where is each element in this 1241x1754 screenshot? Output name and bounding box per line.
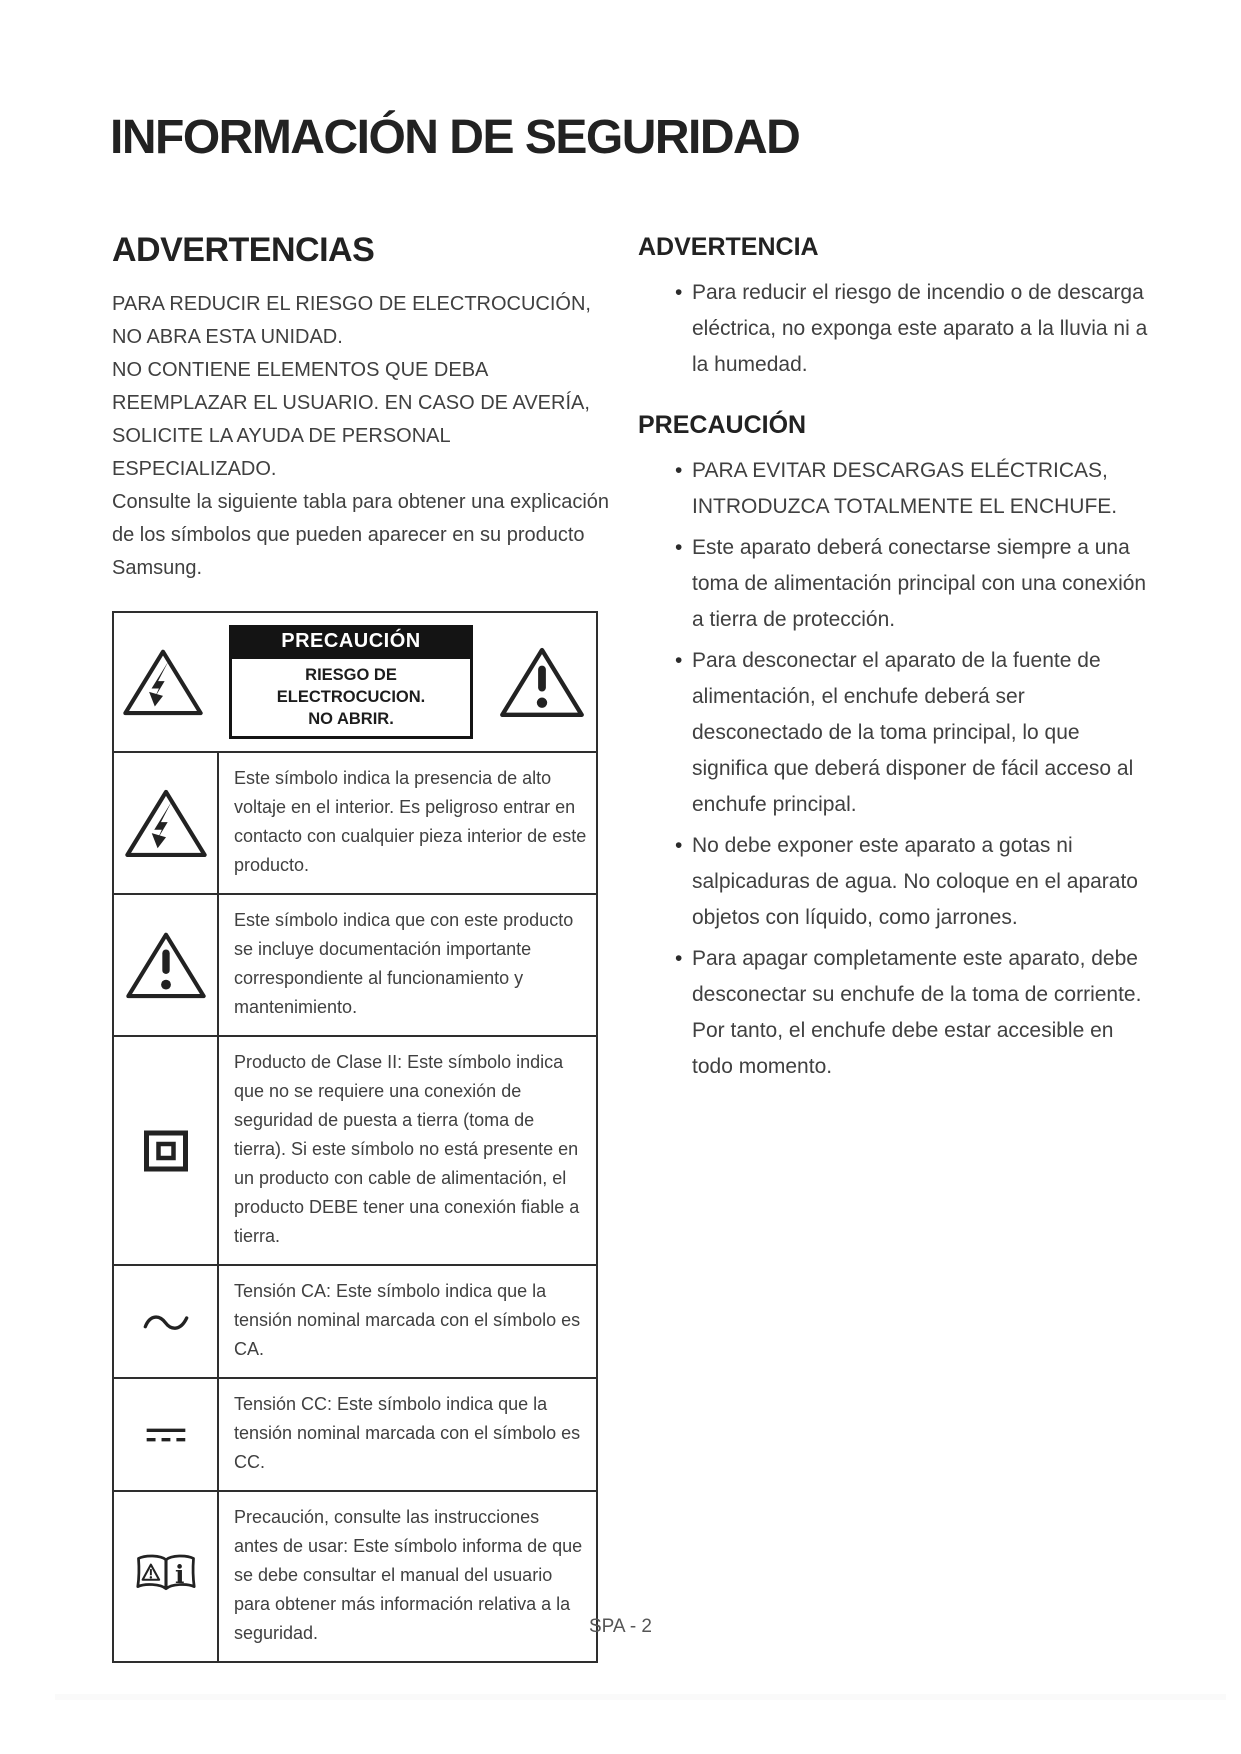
bullet-item: • No debe exponer este aparato a gotas ni salpicaduras de agua. No coloque en el aparato objetos con líquido, como jarrones. (675, 828, 1148, 936)
symbol-icon-cell (114, 753, 219, 893)
caution-box-subtitle-line: NO ABRIR. (308, 710, 394, 728)
symbol-row (114, 893, 596, 1035)
exclamation-triangle-icon (125, 929, 207, 1001)
exclamation-triangle-icon (498, 644, 586, 720)
symbol-row (114, 1035, 596, 1264)
high-voltage-triangle-icon (122, 646, 204, 718)
symbol-icon-cell (114, 1266, 219, 1377)
svg-text:i: i (174, 1559, 184, 1589)
bullet-item: • PARA EVITAR DESCARGAS ELÉCTRICAS, INTRODUZCA TOTALMENTE EL ENCHUFE. (675, 453, 1148, 525)
symbol-row (114, 1264, 596, 1377)
symbol-table (112, 611, 598, 1663)
caution-box-title: PRECAUCIÓN (229, 625, 473, 659)
symbol-icon-cell (114, 895, 219, 1035)
warning-paragraph: NO CONTIENE ELEMENTOS QUE DEBA REEMPLAZAR EL USUARIO. EN CASO DE AVERÍA, SOLICITE LA AYUDA DE PERSONAL ESPECIALIZADO. (112, 359, 590, 480)
symbol-text: Producto de Clase II: Este símbolo indica que no se requiere una conexión de seguridad de puesta a tierra (toma de tierra). Si este símbolo no está presente en un producto con cable de alimentación, el producto DEBE tener una conexión fiable a tierra. (234, 1052, 580, 1246)
scan-edge-artifact (55, 1694, 1226, 1700)
precaucion-bullet-list (638, 453, 1148, 1085)
symbol-text: Este símbolo indica que con este producto se incluye documentación importante correspondiente al funcionamiento y mantenimiento. (234, 910, 574, 1017)
bullet-item: • Para desconectar el aparato de la fuente de alimentación, el enchufe deberá ser desconectado de la toma principal, lo que significa que deberá disponer de fácil acceso al enchufe principal. (675, 643, 1148, 823)
dc-voltage-icon (142, 1424, 190, 1446)
symbol-text: Precaución, consulte las instrucciones antes de usar: Este símbolo informa de que se debe consultar el manual del usuario para obtener más información relativa a la seguridad. (234, 1507, 583, 1643)
advertencia-heading: ADVERTENCIA (638, 233, 819, 261)
warning-paragraph: PARA REDUCIR EL RIESGO DE ELECTROCUCIÓN, NO ABRA ESTA UNIDAD. (112, 293, 591, 348)
precaucion-section (638, 410, 1148, 1085)
two-column-layout (112, 230, 1148, 1663)
caution-box-subtitle (229, 659, 473, 739)
ac-voltage-icon (142, 1309, 190, 1335)
warnings-heading: ADVERTENCIAS (112, 231, 375, 269)
advertencia-section (638, 232, 1148, 383)
page-number: SPA - 2 (588, 1616, 652, 1637)
manual-reference-icon (133, 1551, 199, 1603)
high-voltage-triangle-icon (124, 786, 208, 860)
precaucion-heading: PRECAUCIÓN (638, 411, 807, 439)
warnings-section (112, 230, 612, 1663)
symbol-icon-cell (114, 1037, 219, 1264)
caution-box (229, 625, 473, 739)
caution-box-subtitle-line: RIESGO DE ELECTROCUCION. (276, 666, 426, 706)
warning-paragraph: Consulte la siguiente tabla para obtener una explicación de los símbolos que pueden aparecer en su producto Samsung. (112, 491, 610, 579)
page-title: INFORMACIÓN DE SEGURIDAD (110, 111, 800, 164)
symbol-text: Tensión CC: Este símbolo indica que la tensión nominal marcada con el símbolo es CC. (234, 1394, 581, 1472)
bullet-item: • Este aparato deberá conectarse siempre a una toma de alimentación principal con una conexión a tierra de protección. (675, 530, 1148, 638)
symbol-icon-cell (114, 1379, 219, 1490)
symbol-text: Este símbolo indica la presencia de alto voltaje en el interior. Es peligroso entrar en contacto con cualquier pieza interior de este producto. (234, 768, 587, 875)
advertencia-bullet-list (638, 275, 1148, 383)
symbol-row (114, 751, 596, 893)
bullet-item: • Para reducir el riesgo de incendio o de descarga eléctrica, no exponga este aparato a la lluvia ni a la humedad. (675, 275, 1148, 383)
right-column (638, 232, 1148, 1112)
symbol-text: Tensión CA: Este símbolo indica que la tensión nominal marcada con el símbolo es CA. (234, 1281, 581, 1359)
caution-header-row (114, 613, 596, 751)
symbol-row (114, 1377, 596, 1490)
bullet-item: • Para apagar completamente este aparato, debe desconectar su enchufe de la toma de corriente. Por tanto, el enchufe debe estar accesible en todo momento. (675, 941, 1148, 1085)
class-ii-icon (143, 1130, 189, 1172)
